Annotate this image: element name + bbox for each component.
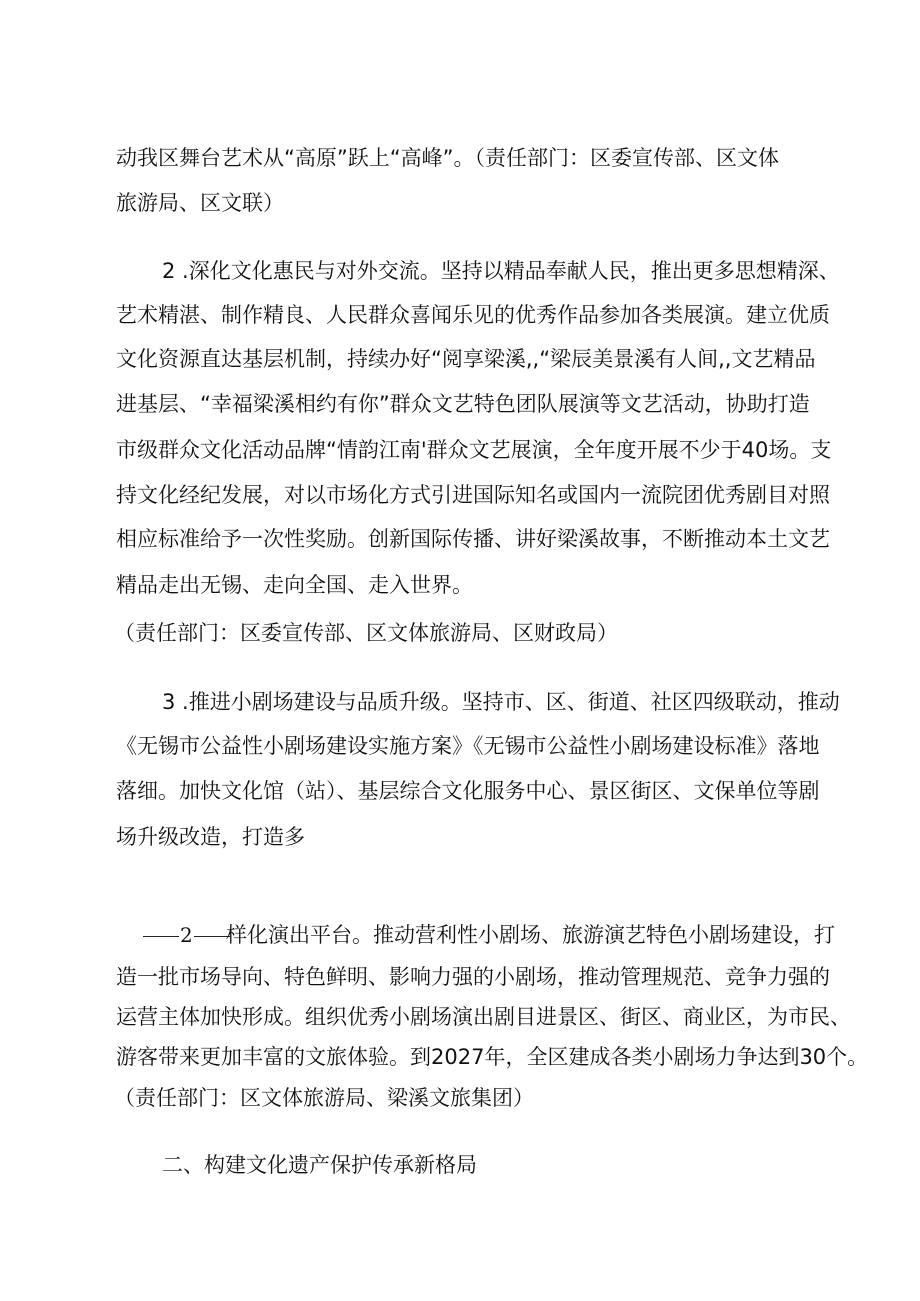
text-line: 持文化经纪发展，对以市场化方式引进国际知名或国内一流院团优秀剧目对照 <box>116 483 830 507</box>
text-line: 游客带来更加丰富的文旅体验。到2027年，全区建成各类小剧场力争达到30个。 <box>116 1045 869 1069</box>
text-line: （责任部门：区文体旅游局、梁溪文旅集团） <box>114 1086 534 1110</box>
text-line: 文化资源直达基层机制，持续办好“阅享梁溪,,“梁辰美景溪有人间,,文艺精品 <box>116 347 816 371</box>
section-heading: 二、构建文化遗产保护传承新格局 <box>162 1153 477 1177</box>
text-line: 旅游局、区文联） <box>116 191 284 215</box>
page-number: 2 <box>180 923 193 947</box>
text-line: 2 .深化文化惠民与对外交流。坚持以精品奉献人民，推出更多思想精深、 <box>162 259 840 283</box>
text-line: 动我区舞台艺术从“高原”跃上“高峰”。（责任部门：区委宣传部、区文体 <box>116 146 780 170</box>
text-line: 场升级改造，打造多 <box>116 825 305 849</box>
marker-rule-left <box>143 936 179 937</box>
text-line: 相应标准给予一次性奖励。创新国际传播、讲好梁溪故事，不断推动本土文艺 <box>116 527 830 551</box>
text-line: 运营主体加快形成。组织优秀小剧场演出剧目进景区、街区、商业区，为市民、 <box>116 1005 851 1029</box>
text-line: 市级群众文化活动品牌“情韵江南'群众文艺展演，全年度开展不少于40场。支 <box>116 438 832 462</box>
text-line: 进基层、“幸福梁溪相约有你”群众文艺特色团队展演等文艺活动，协助打造 <box>116 392 810 416</box>
text-line: 造一批市场导向、特色鲜明、影响力强的小剧场，推动管理规范、竞争力强的 <box>116 965 830 989</box>
text-line: 落细。加快文化馆（站）、基层综合文化服务中心、景区街区、文保单位等剧 <box>116 779 820 803</box>
text-line: 样化演出平台。推动营利性小剧场、旅游演艺特色小剧场建设，打 <box>226 923 835 947</box>
text-line: 艺术精湛、制作精良、人民群众喜闻乐见的优秀作品参加各类展演。建立优质 <box>116 303 830 327</box>
text-line: 精品走出无锡、走向全国、走入世界。 <box>116 573 473 597</box>
page-number-marker <box>142 920 231 950</box>
text-line: （责任部门：区委宣传部、区文体旅游局、区财政局） <box>114 621 618 645</box>
marker-rule-right <box>194 936 230 937</box>
text-line: 3 .推进小剧场建设与品质升级。坚持市、区、街道、社区四级联动，推动 <box>162 690 840 714</box>
text-line: 《无锡市公益性小剧场建设实施方案》《无锡市公益性小剧场建设标准》落地 <box>116 734 820 758</box>
